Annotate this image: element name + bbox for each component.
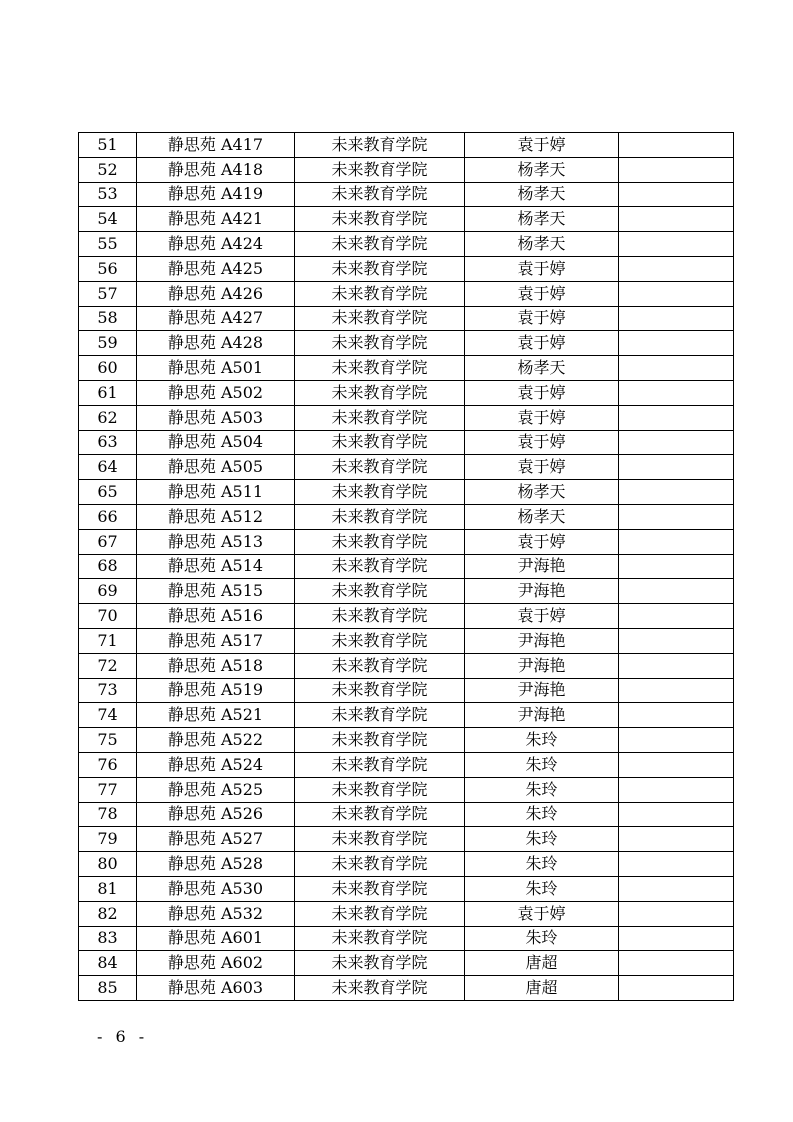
person-cell: 袁于婷 [465, 529, 619, 554]
room-cell: 静思苑 A521 [137, 703, 295, 728]
college-cell: 未来教育学院 [295, 232, 465, 257]
row-number-cell: 80 [79, 852, 137, 877]
person-cell: 唐超 [465, 951, 619, 976]
note-cell [619, 207, 734, 232]
note-cell [619, 876, 734, 901]
room-cell: 静思苑 A426 [137, 281, 295, 306]
row-number-cell: 67 [79, 529, 137, 554]
row-number-cell: 83 [79, 926, 137, 951]
table-row [79, 133, 734, 158]
row-number-cell: 70 [79, 604, 137, 629]
note-cell [619, 926, 734, 951]
person-cell: 朱玲 [465, 852, 619, 877]
college-cell: 未来教育学院 [295, 480, 465, 505]
row-number-cell: 69 [79, 579, 137, 604]
college-cell: 未来教育学院 [295, 604, 465, 629]
person-cell: 袁于婷 [465, 604, 619, 629]
row-number-cell: 75 [79, 728, 137, 753]
note-cell [619, 405, 734, 430]
row-number-cell: 61 [79, 380, 137, 405]
note-cell [619, 157, 734, 182]
college-cell: 未来教育学院 [295, 752, 465, 777]
note-cell [619, 504, 734, 529]
table-row [79, 157, 734, 182]
person-cell: 朱玲 [465, 728, 619, 753]
table-row [79, 455, 734, 480]
college-cell: 未来教育学院 [295, 976, 465, 1001]
person-cell: 袁于婷 [465, 380, 619, 405]
college-cell: 未来教育学院 [295, 678, 465, 703]
room-cell: 静思苑 A524 [137, 752, 295, 777]
table-body [79, 133, 734, 1001]
row-number-cell: 64 [79, 455, 137, 480]
person-cell: 尹海艳 [465, 554, 619, 579]
college-cell: 未来教育学院 [295, 430, 465, 455]
room-cell: 静思苑 A526 [137, 802, 295, 827]
table-row [79, 356, 734, 381]
person-cell: 朱玲 [465, 876, 619, 901]
table-row [79, 926, 734, 951]
person-cell: 尹海艳 [465, 678, 619, 703]
college-cell: 未来教育学院 [295, 653, 465, 678]
room-cell: 静思苑 A514 [137, 554, 295, 579]
room-cell: 静思苑 A501 [137, 356, 295, 381]
room-cell: 静思苑 A418 [137, 157, 295, 182]
row-number-cell: 81 [79, 876, 137, 901]
person-cell: 袁于婷 [465, 331, 619, 356]
table-row [79, 256, 734, 281]
row-number-cell: 73 [79, 678, 137, 703]
table-row [79, 827, 734, 852]
room-cell: 静思苑 A425 [137, 256, 295, 281]
person-cell: 杨孝天 [465, 157, 619, 182]
row-number-cell: 84 [79, 951, 137, 976]
person-cell: 杨孝天 [465, 207, 619, 232]
table-row [79, 579, 734, 604]
note-cell [619, 628, 734, 653]
college-cell: 未来教育学院 [295, 356, 465, 381]
table-row [79, 232, 734, 257]
note-cell [619, 653, 734, 678]
college-cell: 未来教育学院 [295, 901, 465, 926]
note-cell [619, 331, 734, 356]
note-cell [619, 480, 734, 505]
college-cell: 未来教育学院 [295, 926, 465, 951]
college-cell: 未来教育学院 [295, 728, 465, 753]
note-cell [619, 306, 734, 331]
row-number-cell: 71 [79, 628, 137, 653]
note-cell [619, 901, 734, 926]
college-cell: 未来教育学院 [295, 455, 465, 480]
person-cell: 袁于婷 [465, 281, 619, 306]
room-cell: 静思苑 A512 [137, 504, 295, 529]
college-cell: 未来教育学院 [295, 281, 465, 306]
room-cell: 静思苑 A503 [137, 405, 295, 430]
table-row [79, 281, 734, 306]
table-row [79, 405, 734, 430]
row-number-cell: 58 [79, 306, 137, 331]
page-number: - 6 - [97, 1027, 149, 1046]
row-number-cell: 79 [79, 827, 137, 852]
note-cell [619, 604, 734, 629]
room-cell: 静思苑 A603 [137, 976, 295, 1001]
room-cell: 静思苑 A517 [137, 628, 295, 653]
row-number-cell: 55 [79, 232, 137, 257]
note-cell [619, 430, 734, 455]
table-row [79, 306, 734, 331]
table-row [79, 703, 734, 728]
table-row [79, 182, 734, 207]
note-cell [619, 133, 734, 158]
room-cell: 静思苑 A515 [137, 579, 295, 604]
note-cell [619, 256, 734, 281]
row-number-cell: 57 [79, 281, 137, 306]
college-cell: 未来教育学院 [295, 579, 465, 604]
person-cell: 唐超 [465, 976, 619, 1001]
college-cell: 未来教育学院 [295, 182, 465, 207]
table-row [79, 802, 734, 827]
room-cell: 静思苑 A519 [137, 678, 295, 703]
row-number-cell: 74 [79, 703, 137, 728]
row-number-cell: 76 [79, 752, 137, 777]
person-cell: 袁于婷 [465, 901, 619, 926]
college-cell: 未来教育学院 [295, 207, 465, 232]
table-row [79, 852, 734, 877]
college-cell: 未来教育学院 [295, 554, 465, 579]
table-row [79, 678, 734, 703]
room-cell: 静思苑 A522 [137, 728, 295, 753]
college-cell: 未来教育学院 [295, 504, 465, 529]
college-cell: 未来教育学院 [295, 951, 465, 976]
room-cell: 静思苑 A427 [137, 306, 295, 331]
note-cell [619, 182, 734, 207]
person-cell: 朱玲 [465, 752, 619, 777]
person-cell: 尹海艳 [465, 579, 619, 604]
person-cell: 袁于婷 [465, 306, 619, 331]
person-cell: 朱玲 [465, 777, 619, 802]
room-cell: 静思苑 A516 [137, 604, 295, 629]
person-cell: 朱玲 [465, 827, 619, 852]
room-cell: 静思苑 A532 [137, 901, 295, 926]
college-cell: 未来教育学院 [295, 827, 465, 852]
row-number-cell: 63 [79, 430, 137, 455]
room-cell: 静思苑 A424 [137, 232, 295, 257]
college-cell: 未来教育学院 [295, 802, 465, 827]
person-cell: 袁于婷 [465, 133, 619, 158]
table-row [79, 901, 734, 926]
row-number-cell: 82 [79, 901, 137, 926]
person-cell: 袁于婷 [465, 405, 619, 430]
table-row [79, 480, 734, 505]
room-cell: 静思苑 A428 [137, 331, 295, 356]
room-cell: 静思苑 A505 [137, 455, 295, 480]
table-row [79, 529, 734, 554]
person-cell: 朱玲 [465, 802, 619, 827]
row-number-cell: 56 [79, 256, 137, 281]
note-cell [619, 554, 734, 579]
row-number-cell: 85 [79, 976, 137, 1001]
college-cell: 未来教育学院 [295, 380, 465, 405]
note-cell [619, 678, 734, 703]
room-cell: 静思苑 A419 [137, 182, 295, 207]
room-cell: 静思苑 A513 [137, 529, 295, 554]
note-cell [619, 703, 734, 728]
note-cell [619, 579, 734, 604]
note-cell [619, 976, 734, 1001]
college-cell: 未来教育学院 [295, 157, 465, 182]
note-cell [619, 529, 734, 554]
college-cell: 未来教育学院 [295, 405, 465, 430]
note-cell [619, 777, 734, 802]
note-cell [619, 852, 734, 877]
table-row [79, 604, 734, 629]
room-cell: 静思苑 A511 [137, 480, 295, 505]
row-number-cell: 78 [79, 802, 137, 827]
college-cell: 未来教育学院 [295, 628, 465, 653]
college-cell: 未来教育学院 [295, 529, 465, 554]
note-cell [619, 380, 734, 405]
person-cell: 尹海艳 [465, 653, 619, 678]
table-row [79, 554, 734, 579]
row-number-cell: 53 [79, 182, 137, 207]
table-row [79, 380, 734, 405]
row-number-cell: 66 [79, 504, 137, 529]
note-cell [619, 951, 734, 976]
room-cell: 静思苑 A525 [137, 777, 295, 802]
table-row [79, 876, 734, 901]
person-cell: 袁于婷 [465, 455, 619, 480]
note-cell [619, 827, 734, 852]
table-row [79, 331, 734, 356]
note-cell [619, 356, 734, 381]
person-cell: 杨孝天 [465, 182, 619, 207]
person-cell: 杨孝天 [465, 480, 619, 505]
note-cell [619, 752, 734, 777]
row-number-cell: 52 [79, 157, 137, 182]
table-row [79, 207, 734, 232]
row-number-cell: 51 [79, 133, 137, 158]
person-cell: 朱玲 [465, 926, 619, 951]
row-number-cell: 54 [79, 207, 137, 232]
person-cell: 尹海艳 [465, 628, 619, 653]
note-cell [619, 802, 734, 827]
table-row [79, 752, 734, 777]
row-number-cell: 65 [79, 480, 137, 505]
table-row [79, 951, 734, 976]
room-cell: 静思苑 A518 [137, 653, 295, 678]
college-cell: 未来教育学院 [295, 306, 465, 331]
room-cell: 静思苑 A421 [137, 207, 295, 232]
note-cell [619, 728, 734, 753]
room-cell: 静思苑 A502 [137, 380, 295, 405]
table-row [79, 504, 734, 529]
person-cell: 尹海艳 [465, 703, 619, 728]
college-cell: 未来教育学院 [295, 852, 465, 877]
note-cell [619, 455, 734, 480]
room-cell: 静思苑 A602 [137, 951, 295, 976]
person-cell: 袁于婷 [465, 256, 619, 281]
table-row [79, 430, 734, 455]
dormitory-table [78, 132, 734, 1001]
person-cell: 杨孝天 [465, 504, 619, 529]
note-cell [619, 281, 734, 306]
table-row [79, 976, 734, 1001]
table-row [79, 653, 734, 678]
room-cell: 静思苑 A527 [137, 827, 295, 852]
room-cell: 静思苑 A530 [137, 876, 295, 901]
row-number-cell: 59 [79, 331, 137, 356]
row-number-cell: 72 [79, 653, 137, 678]
row-number-cell: 62 [79, 405, 137, 430]
table-row [79, 728, 734, 753]
person-cell: 袁于婷 [465, 430, 619, 455]
room-cell: 静思苑 A528 [137, 852, 295, 877]
college-cell: 未来教育学院 [295, 256, 465, 281]
college-cell: 未来教育学院 [295, 703, 465, 728]
note-cell [619, 232, 734, 257]
table-row [79, 628, 734, 653]
row-number-cell: 68 [79, 554, 137, 579]
room-cell: 静思苑 A417 [137, 133, 295, 158]
room-cell: 静思苑 A504 [137, 430, 295, 455]
college-cell: 未来教育学院 [295, 133, 465, 158]
row-number-cell: 60 [79, 356, 137, 381]
college-cell: 未来教育学院 [295, 876, 465, 901]
person-cell: 杨孝天 [465, 356, 619, 381]
row-number-cell: 77 [79, 777, 137, 802]
college-cell: 未来教育学院 [295, 777, 465, 802]
college-cell: 未来教育学院 [295, 331, 465, 356]
room-cell: 静思苑 A601 [137, 926, 295, 951]
table-row [79, 777, 734, 802]
person-cell: 杨孝天 [465, 232, 619, 257]
